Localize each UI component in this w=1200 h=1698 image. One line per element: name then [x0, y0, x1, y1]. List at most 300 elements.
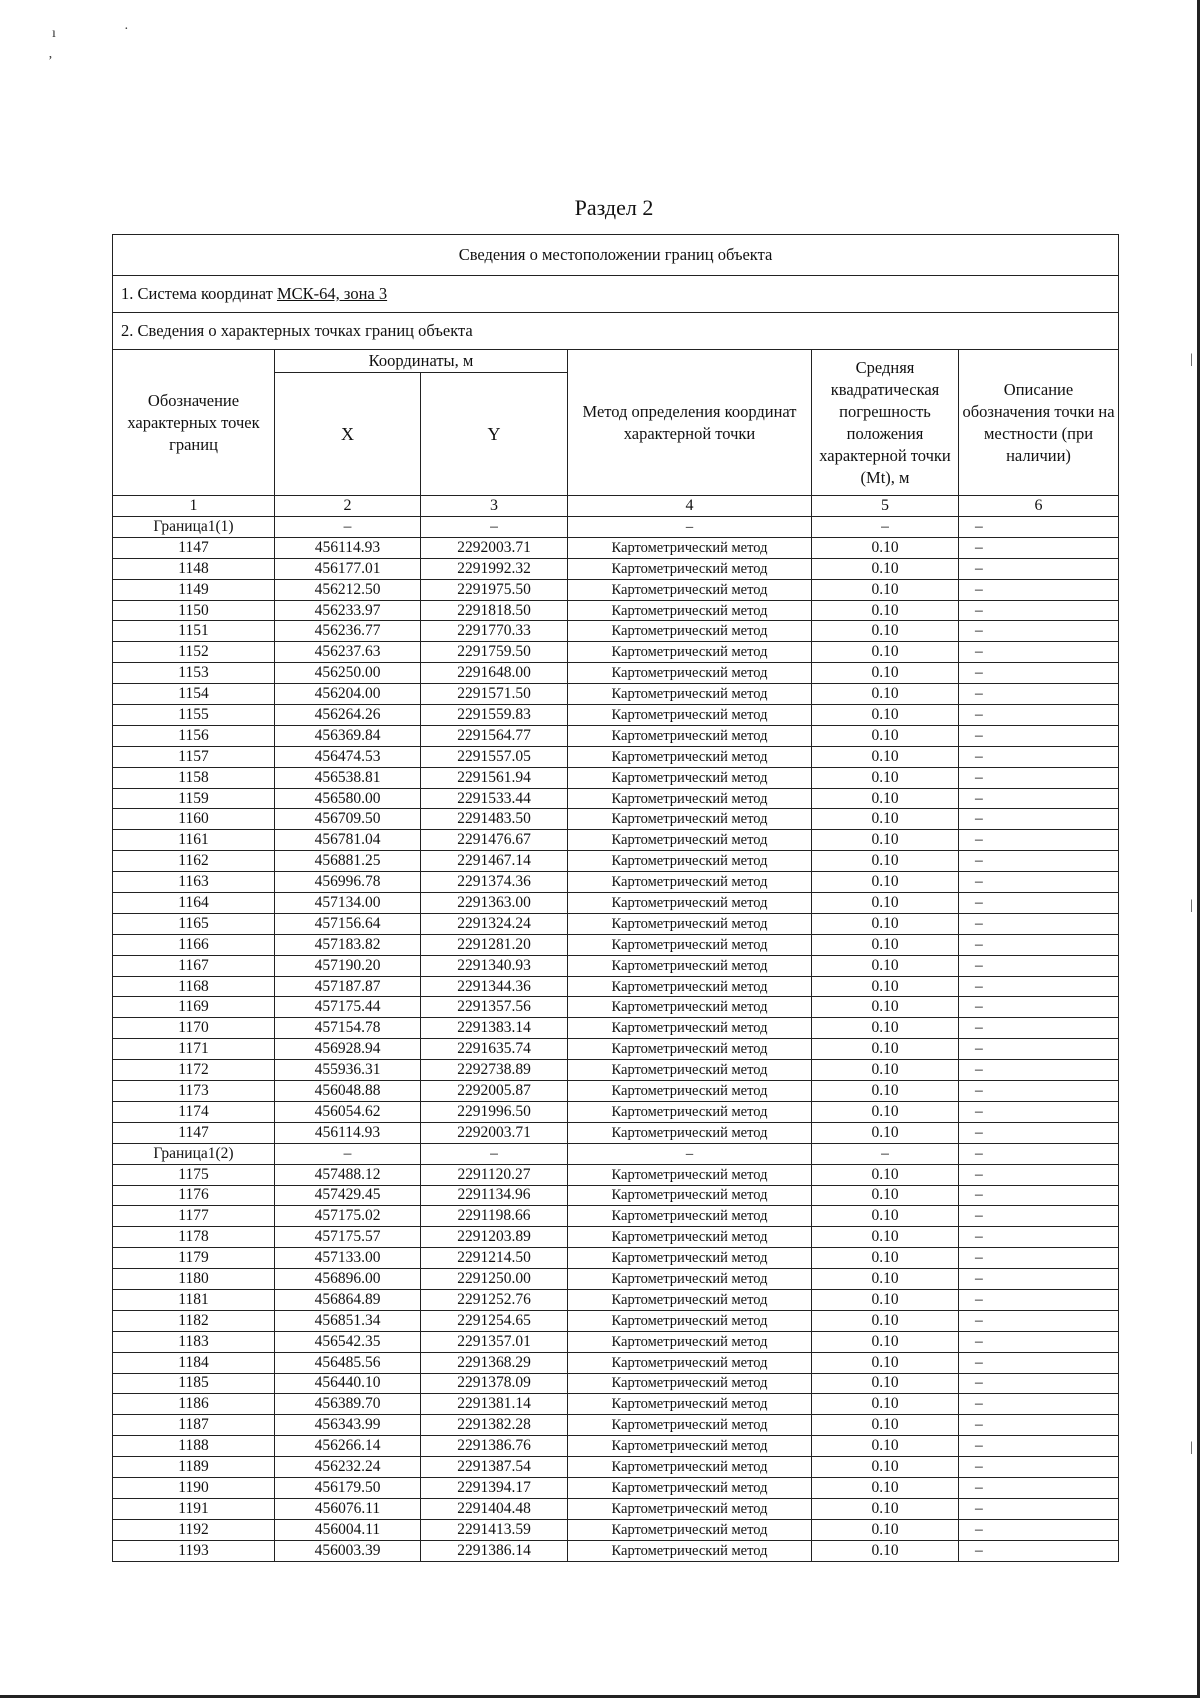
description-cell: –	[959, 1018, 1119, 1039]
x-coordinate-cell: 456709.50	[275, 809, 421, 830]
x-coordinate-cell: 456580.00	[275, 788, 421, 809]
error-cell: 0.10	[812, 767, 959, 788]
error-cell: 0.10	[812, 893, 959, 914]
method-cell: Картометрический метод	[568, 1227, 812, 1248]
y-coordinate-cell: 2291394.17	[421, 1477, 568, 1498]
error-cell: 0.10	[812, 684, 959, 705]
x-coordinate-cell: –	[275, 1143, 421, 1164]
error-cell: 0.10	[812, 1164, 959, 1185]
error-cell: 0.10	[812, 579, 959, 600]
description-cell: –	[959, 1060, 1119, 1081]
table-row	[113, 913, 1119, 934]
x-coordinate-cell: 457156.64	[275, 913, 421, 934]
point-id-cell: 1162	[113, 851, 275, 872]
point-id-cell: 1190	[113, 1477, 275, 1498]
table-row	[113, 684, 1119, 705]
x-coordinate-cell: 456781.04	[275, 830, 421, 851]
x-coordinate-cell: 456232.24	[275, 1457, 421, 1478]
point-id-cell: 1165	[113, 913, 275, 934]
description-cell: –	[959, 705, 1119, 726]
table-row	[113, 830, 1119, 851]
description-cell: –	[959, 621, 1119, 642]
description-cell: –	[959, 997, 1119, 1018]
table-row	[113, 1477, 1119, 1498]
x-coordinate-cell: 456440.10	[275, 1373, 421, 1394]
method-cell: Картометрический метод	[568, 684, 812, 705]
method-cell: Картометрический метод	[568, 851, 812, 872]
method-cell: Картометрический метод	[568, 830, 812, 851]
y-coordinate-cell: 2291386.14	[421, 1540, 568, 1561]
method-cell: Картометрический метод	[568, 1081, 812, 1102]
method-cell: Картометрический метод	[568, 725, 812, 746]
description-cell: –	[959, 663, 1119, 684]
y-coordinate-cell: 2291198.66	[421, 1206, 568, 1227]
y-coordinate-cell: 2291363.00	[421, 893, 568, 914]
point-id-cell: 1169	[113, 997, 275, 1018]
x-coordinate-cell: 456538.81	[275, 767, 421, 788]
method-cell: Картометрический метод	[568, 1206, 812, 1227]
description-cell: –	[959, 913, 1119, 934]
description-cell: –	[959, 642, 1119, 663]
table-row	[113, 1498, 1119, 1519]
table-row	[113, 1185, 1119, 1206]
x-coordinate-cell: 456996.78	[275, 872, 421, 893]
x-coordinate-cell: 456389.70	[275, 1394, 421, 1415]
description-cell: –	[959, 1415, 1119, 1436]
point-id-cell: 1185	[113, 1373, 275, 1394]
point-id-cell: 1155	[113, 705, 275, 726]
scan-mark: ı	[52, 26, 56, 41]
method-cell: Картометрический метод	[568, 558, 812, 579]
y-coordinate-cell: 2291252.76	[421, 1289, 568, 1310]
error-cell: 0.10	[812, 1122, 959, 1143]
method-cell: Картометрический метод	[568, 600, 812, 621]
description-cell: –	[959, 1540, 1119, 1561]
x-coordinate-cell: 456851.34	[275, 1310, 421, 1331]
method-cell: Картометрический метод	[568, 1289, 812, 1310]
error-cell: 0.10	[812, 1269, 959, 1290]
error-cell: 0.10	[812, 1289, 959, 1310]
method-cell: Картометрический метод	[568, 746, 812, 767]
y-coordinate-cell: 2291250.00	[421, 1269, 568, 1290]
y-coordinate-cell: 2291368.29	[421, 1352, 568, 1373]
point-id-cell: 1164	[113, 893, 275, 914]
error-cell: 0.10	[812, 872, 959, 893]
table-row	[113, 1289, 1119, 1310]
table-row	[113, 1018, 1119, 1039]
table-row	[113, 809, 1119, 830]
y-coordinate-cell: 2292738.89	[421, 1060, 568, 1081]
error-cell: 0.10	[812, 1227, 959, 1248]
scan-mark: |	[1190, 352, 1193, 367]
x-coordinate-cell: 456236.77	[275, 621, 421, 642]
method-cell: Картометрический метод	[568, 1039, 812, 1060]
x-coordinate-cell: 457175.57	[275, 1227, 421, 1248]
point-id-cell: 1176	[113, 1185, 275, 1206]
table-row	[113, 1310, 1119, 1331]
error-cell: 0.10	[812, 976, 959, 997]
x-coordinate-cell: –	[275, 517, 421, 538]
table-row	[113, 1227, 1119, 1248]
error-cell: 0.10	[812, 809, 959, 830]
y-coordinate-cell: 2291571.50	[421, 684, 568, 705]
scan-mark: ·	[124, 22, 129, 37]
table-row	[113, 767, 1119, 788]
error-cell: 0.10	[812, 746, 959, 767]
y-coordinate-cell: 2291340.93	[421, 955, 568, 976]
y-coordinate-cell: 2291818.50	[421, 600, 568, 621]
method-cell: Картометрический метод	[568, 976, 812, 997]
table-row	[113, 663, 1119, 684]
y-coordinate-cell: 2291344.36	[421, 976, 568, 997]
x-coordinate-cell: 456343.99	[275, 1415, 421, 1436]
boundary-points-table	[112, 234, 1119, 1562]
y-coordinate-cell: 2292003.71	[421, 537, 568, 558]
point-id-cell: 1172	[113, 1060, 275, 1081]
table-row	[113, 1269, 1119, 1290]
y-coordinate-cell: 2291324.24	[421, 913, 568, 934]
column-number: 4	[568, 496, 812, 517]
description-cell: –	[959, 893, 1119, 914]
error-cell: 0.10	[812, 955, 959, 976]
description-cell: –	[959, 1039, 1119, 1060]
point-id-cell: 1167	[113, 955, 275, 976]
method-cell: Картометрический метод	[568, 705, 812, 726]
point-id-cell: 1188	[113, 1436, 275, 1457]
table-row	[113, 1352, 1119, 1373]
x-coordinate-cell: 456204.00	[275, 684, 421, 705]
description-cell: –	[959, 725, 1119, 746]
x-coordinate-cell: 457134.00	[275, 893, 421, 914]
description-cell: –	[959, 558, 1119, 579]
x-coordinate-cell: 457175.02	[275, 1206, 421, 1227]
point-id-cell: 1151	[113, 621, 275, 642]
x-coordinate-cell: 456264.26	[275, 705, 421, 726]
x-coordinate-cell: 456076.11	[275, 1498, 421, 1519]
point-id-cell: 1179	[113, 1248, 275, 1269]
point-id-cell: 1173	[113, 1081, 275, 1102]
x-coordinate-cell: 456233.97	[275, 600, 421, 621]
header-error: Средняя квадратическая погрешность положения характерной точки (Mt), м	[812, 350, 959, 496]
error-cell: 0.10	[812, 705, 959, 726]
method-cell: Картометрический метод	[568, 1477, 812, 1498]
description-cell: –	[959, 1457, 1119, 1478]
method-cell: Картометрический метод	[568, 1331, 812, 1352]
scan-mark: |	[1190, 1440, 1193, 1455]
description-cell: –	[959, 976, 1119, 997]
description-cell: –	[959, 1289, 1119, 1310]
y-coordinate-cell: 2291374.36	[421, 872, 568, 893]
description-cell: –	[959, 684, 1119, 705]
y-coordinate-cell: 2291557.05	[421, 746, 568, 767]
x-coordinate-cell: 455936.31	[275, 1060, 421, 1081]
x-coordinate-cell: 456212.50	[275, 579, 421, 600]
column-number: 6	[959, 496, 1119, 517]
y-coordinate-cell: 2291404.48	[421, 1498, 568, 1519]
x-coordinate-cell: 457175.44	[275, 997, 421, 1018]
method-cell: Картометрический метод	[568, 997, 812, 1018]
table-row	[113, 558, 1119, 579]
table-row	[113, 788, 1119, 809]
description-cell: –	[959, 537, 1119, 558]
column-number: 1	[113, 496, 275, 517]
point-id-cell: 1157	[113, 746, 275, 767]
error-cell: 0.10	[812, 851, 959, 872]
table-row	[113, 1373, 1119, 1394]
error-cell: 0.10	[812, 1436, 959, 1457]
point-id-cell: 1147	[113, 537, 275, 558]
description-cell: –	[959, 1143, 1119, 1164]
x-coordinate-cell: 457429.45	[275, 1185, 421, 1206]
x-coordinate-cell: 456542.35	[275, 1331, 421, 1352]
header-point-designation: Обозначение характерных точек границ	[113, 350, 275, 496]
y-coordinate-cell: 2291386.76	[421, 1436, 568, 1457]
table-row	[113, 1519, 1119, 1540]
y-coordinate-cell: 2291561.94	[421, 767, 568, 788]
column-number: 5	[812, 496, 959, 517]
error-cell: 0.10	[812, 1185, 959, 1206]
description-cell: –	[959, 1310, 1119, 1331]
description-cell: –	[959, 1206, 1119, 1227]
point-id-cell: 1184	[113, 1352, 275, 1373]
table-row	[113, 997, 1119, 1018]
method-cell: Картометрический метод	[568, 1269, 812, 1290]
table-caption: Сведения о местоположении границ объекта	[113, 235, 1119, 276]
description-cell: –	[959, 1352, 1119, 1373]
point-id-cell: 1163	[113, 872, 275, 893]
point-id-cell: 1178	[113, 1227, 275, 1248]
error-cell: 0.10	[812, 1477, 959, 1498]
method-cell: Картометрический метод	[568, 1018, 812, 1039]
method-cell: Картометрический метод	[568, 621, 812, 642]
table-row	[113, 642, 1119, 663]
y-coordinate-cell: 2291378.09	[421, 1373, 568, 1394]
table-row	[113, 1164, 1119, 1185]
point-id-cell: 1156	[113, 725, 275, 746]
x-coordinate-cell: 456896.00	[275, 1269, 421, 1290]
description-cell: –	[959, 1081, 1119, 1102]
y-coordinate-cell: 2291357.56	[421, 997, 568, 1018]
point-id-cell: 1181	[113, 1289, 275, 1310]
method-cell: Картометрический метод	[568, 809, 812, 830]
error-cell: 0.10	[812, 1540, 959, 1561]
error-cell: 0.10	[812, 600, 959, 621]
error-cell: 0.10	[812, 788, 959, 809]
y-coordinate-cell: –	[421, 517, 568, 538]
point-id-cell: 1183	[113, 1331, 275, 1352]
point-id-cell: 1192	[113, 1519, 275, 1540]
y-coordinate-cell: 2291281.20	[421, 934, 568, 955]
points-title: 2. Сведения о характерных точках границ объекта	[113, 313, 1119, 350]
point-id-cell: 1154	[113, 684, 275, 705]
error-cell: 0.10	[812, 621, 959, 642]
table-row	[113, 955, 1119, 976]
error-cell: 0.10	[812, 1248, 959, 1269]
x-coordinate-cell: 456369.84	[275, 725, 421, 746]
method-cell: Картометрический метод	[568, 663, 812, 684]
description-cell: –	[959, 579, 1119, 600]
method-cell: Картометрический метод	[568, 872, 812, 893]
error-cell: 0.10	[812, 1101, 959, 1122]
error-cell: 0.10	[812, 1310, 959, 1331]
x-coordinate-cell: 457154.78	[275, 1018, 421, 1039]
y-coordinate-cell: 2291382.28	[421, 1415, 568, 1436]
point-id-cell: 1170	[113, 1018, 275, 1039]
y-coordinate-cell: 2291381.14	[421, 1394, 568, 1415]
y-coordinate-cell: 2291413.59	[421, 1519, 568, 1540]
error-cell: 0.10	[812, 1331, 959, 1352]
x-coordinate-cell: 456177.01	[275, 558, 421, 579]
method-cell: Картометрический метод	[568, 579, 812, 600]
table-row	[113, 1331, 1119, 1352]
point-id-cell: 1148	[113, 558, 275, 579]
point-id-cell: Граница1(2)	[113, 1143, 275, 1164]
table-row	[113, 893, 1119, 914]
method-cell: Картометрический метод	[568, 1310, 812, 1331]
method-cell: Картометрический метод	[568, 1415, 812, 1436]
y-coordinate-cell: 2291254.65	[421, 1310, 568, 1331]
method-cell: –	[568, 1143, 812, 1164]
error-cell: 0.10	[812, 830, 959, 851]
column-number: 2	[275, 496, 421, 517]
error-cell: 0.10	[812, 663, 959, 684]
point-id-cell: 1159	[113, 788, 275, 809]
y-coordinate-cell: –	[421, 1143, 568, 1164]
method-cell: Картометрический метод	[568, 913, 812, 934]
y-coordinate-cell: 2291559.83	[421, 705, 568, 726]
point-id-cell: Граница1(1)	[113, 517, 275, 538]
y-coordinate-cell: 2291476.67	[421, 830, 568, 851]
table-row	[113, 851, 1119, 872]
x-coordinate-cell: 456928.94	[275, 1039, 421, 1060]
method-cell: Картометрический метод	[568, 1352, 812, 1373]
coord-system-prefix: 1. Система координат	[121, 284, 277, 303]
method-cell: Картометрический метод	[568, 642, 812, 663]
description-cell: –	[959, 1101, 1119, 1122]
method-cell: Картометрический метод	[568, 955, 812, 976]
table-row	[113, 705, 1119, 726]
error-cell: 0.10	[812, 913, 959, 934]
description-cell: –	[959, 746, 1119, 767]
table-row	[113, 1415, 1119, 1436]
error-cell: 0.10	[812, 1457, 959, 1478]
x-coordinate-cell: 456881.25	[275, 851, 421, 872]
error-cell: –	[812, 517, 959, 538]
description-cell: –	[959, 1477, 1119, 1498]
method-cell: Картометрический метод	[568, 934, 812, 955]
description-cell: –	[959, 1394, 1119, 1415]
error-cell: 0.10	[812, 1039, 959, 1060]
table-row	[113, 1248, 1119, 1269]
error-cell: 0.10	[812, 1060, 959, 1081]
y-coordinate-cell: 2291648.00	[421, 663, 568, 684]
point-id-cell: 1161	[113, 830, 275, 851]
method-cell: Картометрический метод	[568, 1101, 812, 1122]
y-coordinate-cell: 2291483.50	[421, 809, 568, 830]
method-cell: Картометрический метод	[568, 1060, 812, 1081]
point-id-cell: 1180	[113, 1269, 275, 1290]
table-row	[113, 1122, 1119, 1143]
table-row	[113, 725, 1119, 746]
point-id-cell: 1168	[113, 976, 275, 997]
error-cell: 0.10	[812, 1081, 959, 1102]
error-cell: 0.10	[812, 725, 959, 746]
table-row	[113, 1143, 1119, 1164]
point-id-cell: 1150	[113, 600, 275, 621]
x-coordinate-cell: 456114.93	[275, 1122, 421, 1143]
table-row	[113, 537, 1119, 558]
point-id-cell: 1186	[113, 1394, 275, 1415]
table-row	[113, 579, 1119, 600]
x-coordinate-cell: 457488.12	[275, 1164, 421, 1185]
scan-mark: ʼ	[48, 54, 53, 69]
method-cell: –	[568, 517, 812, 538]
description-cell: –	[959, 955, 1119, 976]
y-coordinate-cell: 2291996.50	[421, 1101, 568, 1122]
error-cell: 0.10	[812, 1206, 959, 1227]
point-id-cell: 1171	[113, 1039, 275, 1060]
description-cell: –	[959, 1227, 1119, 1248]
x-coordinate-cell: 456179.50	[275, 1477, 421, 1498]
y-coordinate-cell: 2291387.54	[421, 1457, 568, 1478]
point-id-cell: 1149	[113, 579, 275, 600]
x-coordinate-cell: 456864.89	[275, 1289, 421, 1310]
y-coordinate-cell: 2291770.33	[421, 621, 568, 642]
method-cell: Картометрический метод	[568, 788, 812, 809]
error-cell: 0.10	[812, 1352, 959, 1373]
y-coordinate-cell: 2291120.27	[421, 1164, 568, 1185]
method-cell: Картометрический метод	[568, 893, 812, 914]
scan-mark: |	[1190, 898, 1193, 913]
table-row	[113, 517, 1119, 538]
table-row	[113, 1060, 1119, 1081]
method-cell: Картометрический метод	[568, 1457, 812, 1478]
table-body	[113, 517, 1119, 1562]
description-cell: –	[959, 1436, 1119, 1457]
description-cell: –	[959, 872, 1119, 893]
section-title: Раздел 2	[574, 195, 654, 220]
x-coordinate-cell: 456004.11	[275, 1519, 421, 1540]
y-coordinate-cell: 2291203.89	[421, 1227, 568, 1248]
error-cell: 0.10	[812, 1415, 959, 1436]
error-cell: 0.10	[812, 537, 959, 558]
x-coordinate-cell: 456114.93	[275, 537, 421, 558]
x-coordinate-cell: 456048.88	[275, 1081, 421, 1102]
y-coordinate-cell: 2291214.50	[421, 1248, 568, 1269]
description-cell: –	[959, 517, 1119, 538]
description-cell: –	[959, 934, 1119, 955]
y-coordinate-cell: 2291134.96	[421, 1185, 568, 1206]
method-cell: Картометрический метод	[568, 1373, 812, 1394]
x-coordinate-cell: 457133.00	[275, 1248, 421, 1269]
error-cell: 0.10	[812, 1018, 959, 1039]
point-id-cell: 1158	[113, 767, 275, 788]
table-row	[113, 1540, 1119, 1561]
y-coordinate-cell: 2291564.77	[421, 725, 568, 746]
table-row	[113, 621, 1119, 642]
method-cell: Картометрический метод	[568, 1498, 812, 1519]
point-id-cell: 1193	[113, 1540, 275, 1561]
description-cell: –	[959, 1519, 1119, 1540]
method-cell: Картометрический метод	[568, 1519, 812, 1540]
method-cell: Картометрический метод	[568, 767, 812, 788]
column-number: 3	[421, 496, 568, 517]
x-coordinate-cell: 456485.56	[275, 1352, 421, 1373]
error-cell: 0.10	[812, 642, 959, 663]
description-cell: –	[959, 1248, 1119, 1269]
y-coordinate-cell: 2291759.50	[421, 642, 568, 663]
point-id-cell: 1187	[113, 1415, 275, 1436]
